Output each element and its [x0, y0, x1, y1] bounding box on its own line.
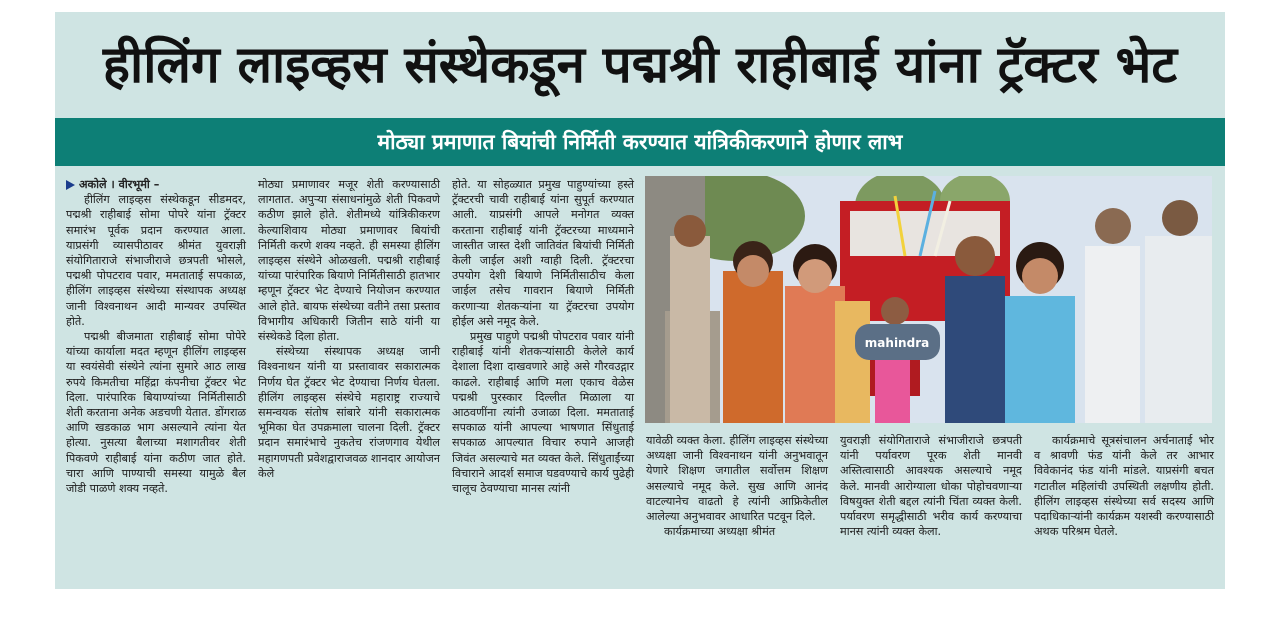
paragraph: यावेळी व्यक्त केला. हीलिंग लाइव्हस संस्थेच्या अध्यक्षा जानी विश्वनाथन यांनी अनुभवातून येणारे शिक्षण जगातील सर्वोत्तम शिक्षण असल्याचे नमूद केले. सुख आणि आनंद वाटल्यानेच वाढतो हे त्यांनी आफ्रिकेतील आलेल्या अनुभवावर आधारित पटवून दिले.: [646, 434, 828, 524]
dateline-marker-icon: [66, 180, 75, 190]
paragraph: प्रमुख पाहुणे पद्मश्री पोपटराव पवार यांनी राहीबाई यांनी शेतकऱ्यांसाठी केलेले कार्य देशाला दिशा दाखवणारे आहे असे गौरवउद्गार काढले. राहीबाई आणि मला एकाच वेळेस पद्मश्री पुरस्कार दिल्लीत मिळाला या आठवणींना त्यांनी उजाळा दिला. ममताताई सपकाळ यांनी आपल्या भाषणात सिंधुताई सपकाळ आपल्यात विचार रुपाने आजही जिवंत असल्याचे मत व्यक्त केले. सिंधुताईंच्या विचाराने आदर्श समाज घडवण्याचे कार्य पुढेही चालूच ठेवण्याचा मानस त्यांनी: [452, 330, 634, 496]
subheadline: मोठ्या प्रमाणात बियांची निर्मिती करण्यात यांत्रिकीकरणाने होणार लाभ: [55, 118, 1225, 166]
article-column-2: [258, 177, 440, 577]
article-column-5: [840, 433, 1022, 578]
event-photo: [645, 176, 1212, 423]
paragraph: मोठ्या प्रमाणावर मजूर शेती करण्यासाठी लागतात. अपुऱ्या संसाधनांमुळे शेती पिकवणे कठीण झाले होते. शेतीमध्ये यांत्रिकीकरण केल्याशिवाय मोठ्या प्रमाणावर बियांची निर्मिती करणे शक्य नव्हते. ही समस्या हीलिंग लाइव्हस संस्थेने ओळखली. पद्मश्री राहीबाई यांच्या पारंपारिक बियाणे निर्मितीसाठी हातभार म्हणून ट्रॅक्टर भेट देण्याचे नियोजन करण्यात आले होते. बायफ संस्थेच्या वतीने तसा प्रस्ताव विभागीय अधिकारी जितीन साठे यांनी या संस्थेकडे दिला होता.: [258, 178, 440, 344]
paragraph: कार्यक्रमाचे सूत्रसंचालन अर्चनाताई भोर व श्रावणी फंड यांनी केले तर आभार विवेकानंद फंड यांनी मांडले. याप्रसंगी बचत गटातील महिलांची उपस्थिती लक्षणीय होती. हीलिंग लाइव्हस संस्थेच्या सर्व सदस्य आणि पदाधिकाऱ्यांनी कार्यक्रम यशस्वी करण्यासाठी अथक परिश्रम घेतले.: [1034, 434, 1214, 539]
headline: हीलिंग लाइव्हस संस्थेकडून पद्मश्री राहीबाई यांना ट्रॅक्टर भेट: [102, 36, 1178, 95]
article-column-6: [1034, 433, 1214, 578]
paragraph: हीलिंग लाइव्हस संस्थेकडून सीडमदर, पद्मश्री राहीबाई सोमा पोपरे यांना ट्रॅक्टर समारंभ पूर्वक प्रदान करण्यात आला. याप्रसंगी व्यासपीठावर श्रीमंत युवराज्ञी संयोगिताराजे संभाजीराजे छत्रपती भोसले, पद्मश्री पोपटराव पवार, ममताताई सपकाळ, हीलिंग लाइव्हस संस्थेच्या संस्थापक अध्यक्ष जानी विश्वनाथन आदी मान्यवर उपस्थित होते.: [66, 193, 246, 328]
key-tag-text: mahindra: [864, 336, 930, 350]
paragraph: युवराज्ञी संयोगिताराजे संभाजीराजे छत्रपती यांनी पर्यावरण पूरक शेती मानवी अस्तित्वासाठी आवश्यक असल्याचे नमूद केले. मानवी आरोग्याला धोका पोहोचवणाऱ्या विषयुक्त शेती बद्दल त्यांनी चिंता व्यक्त केली. पर्यावरण समृद्धीसाठी भरीव कार्य करण्याचा मानस त्यांनी व्यक्त केला.: [840, 434, 1022, 539]
paragraph: पद्मश्री बीजमाता राहीबाई सोमा पोपेरे यांच्या कार्याला मदत म्हणून हीलिंग लाइव्हस या स्वयंसेवी संस्थेने त्यांना सुमारे आठ लाख रुपये किमतीचा महिंद्रा कंपनीचा ट्रॅक्टर भेट दिला. पारंपारिक बियाण्यांच्या निर्मितीसाठी शेती करताना अनेक अडचणी येतात. डोंगराळ आणि खडकाळ भाग असल्याने त्यांना येत होत्या. नुसत्या बैलाच्या मशागतीवर शेती पिकवणे राहीबाई यांना कठीण जात होते. चारा आणि पाण्याची समस्या यामुळे बैल जोडी पाळणे शक्य नव्हते.: [66, 330, 246, 496]
dateline: अकोले । वीरभूमी –: [79, 178, 160, 191]
article-column-3: [452, 177, 634, 577]
article-column-1: [66, 177, 246, 577]
article-column-4: [646, 433, 828, 578]
paragraph: होते. या सोहळ्यात प्रमुख पाहुण्यांच्या हस्ते ट्रॅक्टरची चावी राहीबाई यांना सुपूर्त करण्यात आली. याप्रसंगी आपले मनोगत व्यक्त करताना राहीबाई यांनी ट्रॅक्टरच्या माध्यमाने जास्तीत जास्त देशी जातिवंत बियांची निर्मिती केली जाईल अशी ग्वाही दिली. ट्रॅक्टरचा उपयोग देशी बियाणे निर्मितीसाठीच केला जाईल तसेच गावरान बियाणे निर्मिती करणाऱ्या शेतकऱ्यांना या ट्रॅक्टरचा उपयोग होईल असे नमूद केले.: [452, 178, 634, 328]
paragraph: कार्यक्रमाच्या अध्यक्षा श्रीमंत: [664, 525, 776, 539]
paragraph: संस्थेच्या संस्थापक अध्यक्ष जानी विश्वनाथन यांनी या प्रस्तावावर सकारात्मक निर्णय घेत ट्रॅक्टर भेट देण्याचा निर्णय घेतला. हीलिंग लाइव्हस संस्थेचे महाराष्ट्र राज्याचे समन्वयक संतोष सांबारे यांनी सकारात्मक भूमिका घेत उपक्रमाला चालना दिली. ट्रॅक्टर प्रदान समारंभाचे नुकतेच रांजणगाव येथील महागणपती प्रवेशद्वाराजवळ शानदार आयोजन केले: [258, 345, 440, 480]
